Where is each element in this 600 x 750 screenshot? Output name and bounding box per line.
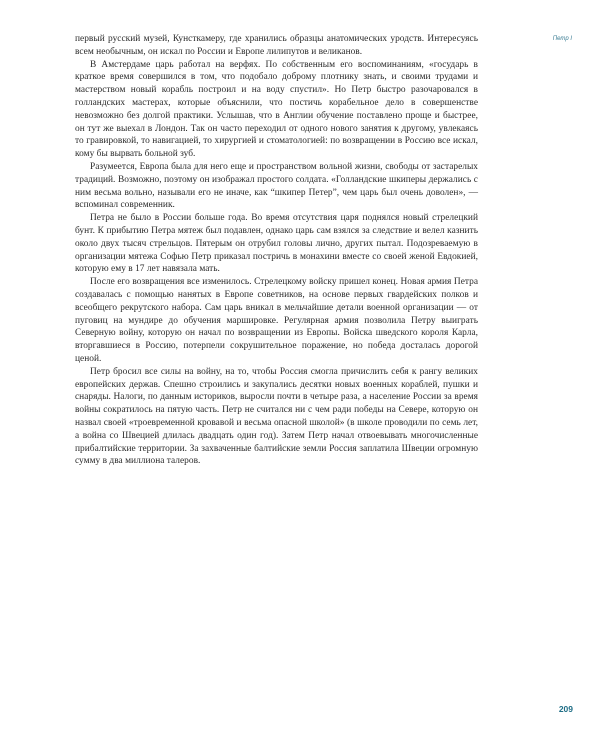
paragraph: Петр бросил все силы на войну, на то, чтобы Россия смогла причислить себя к рангу великих европейских держав. Спешно строились и закупались десятки новых военных кораблей, пушки и снаряды. Налоги, по данным историков, выросли почти в четыре раза, а население России за время войны сократилось на пятую часть. Петр не считался ни с чем ради победы на Севере, которую он назвал своей «троевременной кровавой и весьма опасной школой» (в школе проводили по семь лет, а война со Швецией длилась двадцать один год). Затем Петр начал отвоевывать многочисленные прибалтийские территории. За захваченные балтийские земли Россия заплатила Швеции огромную сумму в два миллиона талеров.	[75, 366, 478, 467]
body-text	[75, 33, 478, 468]
page-number: 209	[558, 704, 573, 714]
paragraph: Разумеется, Европа была для него еще и пространством вольной жизни, свободы от застарелых традиций. Возможно, поэтому он изображал простого солдата. «Голландские шкиперы держались с ним весьма вольно, называли его не иначе, как “шкипер Петер”, чем царь был очень доволен», — вспоминал современник.	[75, 161, 478, 211]
running-head: Петр I	[552, 36, 572, 42]
paragraph: Петра не было в России больше года. Во время отсутствия царя поднялся новый стрелецкий бунт. К прибытию Петра мятеж был подавлен, однако царь сам взялся за следствие и велел казнить около двух тысяч стрельцов. Пятерым он отрубил головы лично, других пытал. Подозреваемую в организации мятежа Софью Петр приказал постричь в монахини вместе со своей женой Евдокией, которую ему в 17 лет навязала мать.	[75, 213, 478, 275]
paragraph: В Амстердаме царь работал на верфях. По собственным его воспоминаниям, «государь в краткое время совершился в том, что подобало доброму плотнику знать, и своими трудами и мастерством новый корабль построил и на воду спустил». Но Петр быстро разочаровался в голландских мастерах, которые объяснили, что постичь корабельное дело в совершенстве невозможно без долгой практики. Услышав, что в Англии обучение поставлено проще и быстрее, он тут же выехал в Лондон. Так он часто переходил от одного нового занятия к другому, увлекаясь то гравировкой, то навигацией, то хирургией и стоматологией: по возвращении в Россию все искал, кому бы вырвать больной зуб.	[75, 59, 478, 160]
paragraph: первый русский музей, Кунсткамеру, где хранились образцы анатомических уродств. Интересуясь всем необычным, он искал по России и Европе лилипутов и великанов.	[75, 34, 478, 57]
paragraph: После его возвращения все изменилось. Стрелецкому войску пришел конец. Новая армия Петра создавалась с помощью нанятых в Европе советников, на основе первых гвардейских полков и всеобщего рекрутского набора. Сам царь вникал в мельчайшие детали военной организации — от пуговиц на мундире до обучения маршировке. Регулярная армия позволила Петру выиграть Северную войну, которую он начал по возвращении из Европы. Войска шведского короля Карла, вторгавшиеся в Россию, потерпели сокрушительное поражение, но победа досталась дорогой ценой.	[75, 277, 478, 364]
